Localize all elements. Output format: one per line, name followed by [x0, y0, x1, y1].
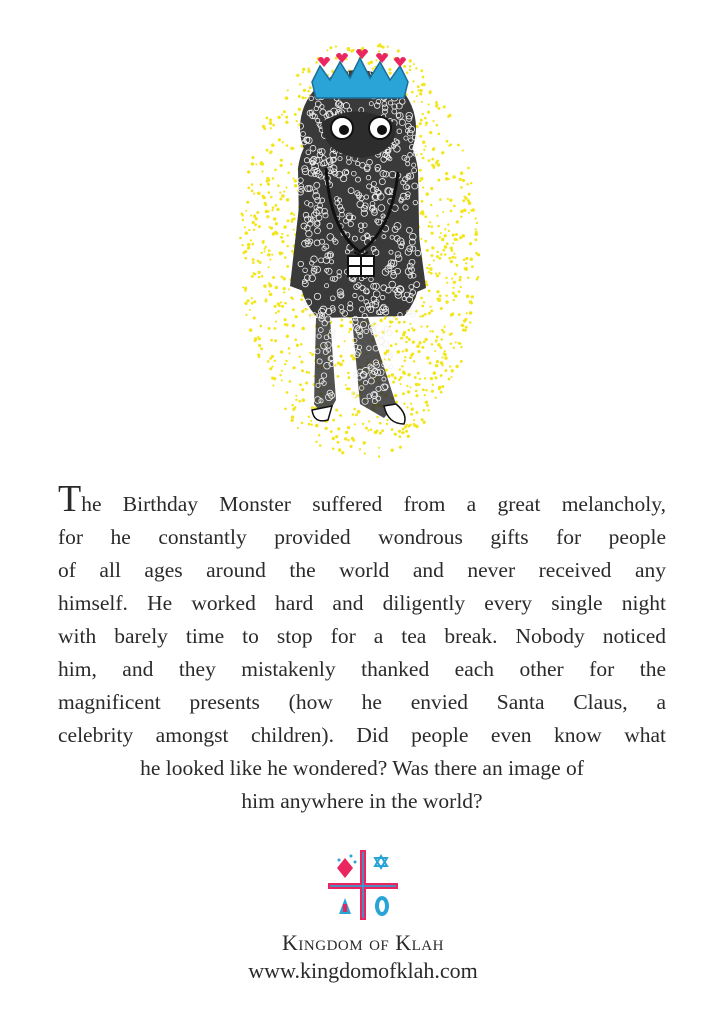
brand-name: Kingdom of Klah: [282, 930, 444, 955]
klah-logo-icon: [325, 848, 401, 922]
story-line: of all ages around the world and never received any: [58, 558, 666, 582]
story-line: celebrity amongst children). Did people even know what: [58, 723, 666, 747]
story-paragraph: [58, 478, 666, 818]
drop-cap: T: [58, 478, 82, 520]
story-line: The Birthday Monster suffered from a great melancholy,: [58, 478, 666, 520]
story-line: for he constantly provided wondrous gifts for people: [58, 525, 666, 549]
story-line: himself. He worked hard and diligently every single night: [58, 591, 666, 615]
birthday-monster-illustration: [0, 0, 726, 480]
story-line: him anywhere in the world?: [241, 789, 483, 813]
story-line: him, and they mistakenly thanked each other for the: [58, 657, 666, 681]
crown-icon: [312, 49, 408, 98]
gift-box-icon: [348, 252, 374, 276]
story-line: magnificent presents (how he envied Santa Claus, a: [58, 690, 666, 714]
story-line: with barely time to stop for a tea break. Nobody noticed: [58, 624, 666, 648]
story-line: he looked like he wondered? Was there an image of: [140, 756, 584, 780]
brand-url: www.kingdomofklah.com: [248, 958, 478, 983]
